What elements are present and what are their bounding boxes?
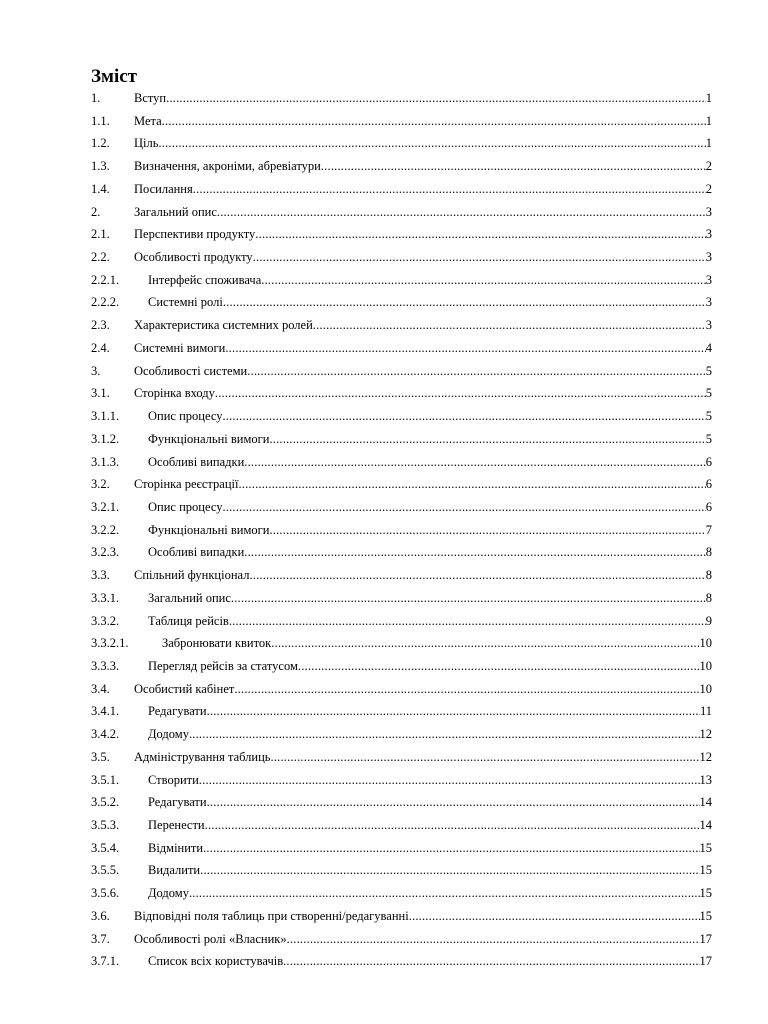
toc-entry[interactable] [91,655,712,678]
toc-dot-leader [321,155,706,178]
toc-entry-label: Характеристика системних ролей [134,318,313,333]
toc-entry[interactable] [91,678,712,701]
toc-entry-label: Список всіх користувачів [148,954,284,969]
toc-dot-leader [222,405,705,428]
toc-entry-label: Ціль [134,136,159,151]
toc-entry-page-number: 10 [699,636,712,651]
toc-dot-leader [409,905,700,928]
toc-dot-leader [253,246,706,269]
toc-entry-page-number: 3 [705,227,712,242]
toc-entry-label: Забронювати квиток [162,636,272,651]
toc-entry[interactable] [91,928,712,951]
toc-entry[interactable] [91,746,712,769]
toc-entry-label: Системні вимоги [134,340,226,355]
toc-entry-number: 2. [91,204,101,219]
toc-entry-label: Додому [148,727,189,742]
toc-entry[interactable] [91,610,712,633]
toc-entry-label: Визначення, акроніми, абревіатури [134,159,321,174]
toc-entry-page-number: 10 [699,658,712,673]
toc-entry-number: 3.5.3. [91,818,120,832]
toc-entry-page-number: 1 [705,113,712,128]
toc-entry-page-number: 15 [699,863,712,878]
toc-entry-label: Додому [148,886,189,901]
toc-entry[interactable] [91,155,712,178]
toc-entry-page-number: 15 [699,886,712,901]
toc-entry[interactable] [91,132,712,155]
toc-entry-number: 3.4. [91,681,110,696]
toc-entry-label: Редагувати [148,795,207,810]
toc-entry-number: 3.3. [91,568,110,583]
toc-entry[interactable] [91,632,712,655]
toc-entry-page-number: 11 [699,704,712,719]
toc-entry-number: 3.7.1. [91,954,120,969]
toc-entry-label: Перспективи продукту [134,227,256,242]
toc-entry-page-number: 12 [699,749,712,764]
toc-entry-page-number: 2 [705,181,712,196]
toc-entry-page-number: 1 [705,91,712,105]
toc-entry-page-number: 3 [705,204,712,219]
toc-dot-leader [249,564,705,587]
toc-entry[interactable] [91,519,712,542]
toc-entry-page-number: 3 [705,295,712,310]
toc-entry[interactable] [91,837,712,860]
toc-entry-page-number: 15 [699,840,712,855]
toc-entry-page-number: 12 [699,727,712,742]
toc-entry-number: 2.3. [91,318,110,333]
toc-dot-leader [217,201,706,224]
toc-entry[interactable] [91,87,712,110]
toc-entry-label: Таблиця рейсів [148,613,229,628]
toc-entry-page-number: 6 [705,477,712,492]
toc-dot-leader [207,791,700,814]
toc-dot-leader [215,382,706,405]
toc-entry-number: 3.3.2. [91,613,120,628]
toc-entry-label: Сторінка реєстрації [134,477,239,492]
toc-entry-number: 2.2. [91,250,110,265]
toc-entry[interactable] [91,473,712,496]
toc-dot-leader [207,700,700,723]
toc-entry[interactable] [91,178,712,201]
toc-entry[interactable] [91,405,712,428]
toc-entry-page-number: 8 [705,590,712,605]
toc-entry[interactable] [91,882,712,905]
toc-entry-label: Посилання [134,181,193,196]
toc-entry-label: Особливості ролі «Власник» [134,931,287,946]
toc-entry-page-number: 3 [705,272,712,287]
toc-entry-page-number: 13 [699,772,712,787]
toc-entry[interactable] [91,541,712,564]
toc-entry-number: 2.2.2. [91,295,120,310]
toc-entry-number: 1. [91,91,101,105]
toc-entry-number: 3.7. [91,931,110,946]
toc-entry-page-number: 15 [699,908,712,923]
toc-dot-leader [313,314,706,337]
toc-entry-number: 2.4. [91,340,110,355]
toc-dot-leader [231,587,706,610]
toc-entry[interactable] [91,496,712,519]
toc-entry-label: Вступ [134,91,167,105]
toc-dot-leader [269,519,705,542]
toc-entry-number: 1.4. [91,181,110,196]
toc-entry[interactable] [91,723,712,746]
toc-entry[interactable] [91,360,712,383]
toc-entry-label: Інтерфейс споживача [148,272,262,287]
toc-entry-number: 1.3. [91,159,110,174]
toc-entry[interactable] [91,246,712,269]
toc-dot-leader [271,746,700,769]
toc-entry-label: Загальний опис [134,204,217,219]
toc-dot-leader [244,541,705,564]
toc-entry-label: Перегляд рейсів за статусом [148,658,298,673]
toc-title: Зміст [91,66,138,87]
toc-entry-label: Адміністрування таблиць [134,749,271,764]
toc-entry-number: 3.2. [91,477,110,492]
toc-entry-number: 1.2. [91,136,110,151]
toc-entry-number: 3.3.1. [91,590,120,605]
toc-entry-number: 3.4.1. [91,704,120,719]
toc-entry[interactable] [91,201,712,224]
toc-entry[interactable] [91,564,712,587]
toc-entry[interactable] [91,791,712,814]
toc-entry-page-number: 14 [699,795,712,810]
toc-entry-label: Сторінка входу [134,386,215,401]
toc-entry-label: Особистий кабінет [134,681,235,696]
toc-dot-leader [287,928,700,951]
toc-entry-page-number: 6 [705,454,712,469]
toc-entry-page-number: 2 [705,159,712,174]
toc-entry[interactable] [91,269,712,292]
toc-dot-leader [193,178,706,201]
toc-entry-label: Функціональні вимоги [148,431,270,446]
toc-entry[interactable] [91,291,712,314]
toc-dot-leader [225,337,705,360]
toc-entry-label: Мета [134,113,162,128]
toc-entry-label: Спільний функціонал [134,568,250,583]
toc-entry-label: Видалити [148,863,201,878]
toc-dot-leader [238,473,705,496]
toc-entry-page-number: 9 [705,613,712,628]
toc-entry[interactable] [91,700,712,723]
toc-entry-label: Особливі випадки [148,454,245,469]
toc-entry[interactable] [91,451,712,474]
toc-dot-leader [222,496,705,519]
toc-dot-leader [229,610,706,633]
toc-entry-number: 3.5.5. [91,863,120,878]
toc-entry-page-number: 5 [705,431,712,446]
toc-entry-label: Перенести [148,818,205,832]
toc-entry-label: Опис процесу [148,499,223,514]
toc-dot-leader [200,859,699,882]
toc-entry-label: Редагувати [148,704,207,719]
toc-dot-leader [223,291,706,314]
toc-entry-label: Створити [148,772,199,787]
toc-entry-number: 3. [91,363,101,378]
toc-entry[interactable] [91,314,712,337]
toc-entry-page-number: 4 [705,340,712,355]
toc-dot-leader [158,132,705,155]
toc-dot-leader [271,632,699,655]
toc-entry[interactable] [91,337,712,360]
toc-dot-leader [283,950,699,973]
toc-entry-page-number: 7 [705,522,712,537]
toc-entry-page-number: 10 [699,681,712,696]
toc-entry-number: 3.2.2. [91,522,120,537]
toc-entry[interactable] [91,950,712,973]
toc-entry-label: Відповідні поля таблиць при створенні/редагуванні [134,908,409,923]
toc-entry-label: Особливі випадки [148,545,245,560]
toc-entry[interactable] [91,859,712,882]
toc-entry-number: 1.1. [91,113,110,128]
toc-dot-leader [199,769,700,792]
toc-entry[interactable] [91,769,712,792]
toc-entry-number: 3.1. [91,386,110,401]
toc-entry-page-number: 1 [705,136,712,151]
toc-dot-leader [234,678,699,701]
toc-entry-page-number: 17 [699,931,712,946]
toc-entry-page-number: 5 [705,409,712,424]
toc-entry[interactable] [91,905,712,928]
toc-entry-number: 3.5.1. [91,772,120,787]
toc-entry-number: 3.2.3. [91,545,120,560]
toc-entry-number: 3.1.2. [91,431,120,446]
toc-entry[interactable] [91,587,712,610]
toc-dot-leader [162,110,706,133]
toc-dot-leader [189,723,700,746]
toc-entry-number: 3.4.2. [91,727,120,742]
toc-entry-label: Особливості системи [134,363,248,378]
toc-entry-number: 3.1.1. [91,409,120,424]
toc-entry-page-number: 8 [705,568,712,583]
toc-entry-number: 3.1.3. [91,454,120,469]
toc-entry[interactable] [91,428,712,451]
toc-entry-number: 2.2.1. [91,272,120,287]
toc-entry-number: 3.3.3. [91,658,120,673]
toc-dot-leader [189,882,700,905]
toc-entry-label: Відмінити [148,840,204,855]
toc-entry[interactable] [91,110,712,133]
toc-entry-page-number: 6 [705,499,712,514]
toc-entry-number: 3.5.6. [91,886,120,901]
toc-entry-page-number: 5 [705,386,712,401]
toc-dot-leader [261,269,706,292]
toc-entry[interactable] [91,814,712,837]
toc-entry-number: 3.6. [91,908,110,923]
toc-dot-leader [166,87,706,110]
toc-entry-label: Опис процесу [148,409,223,424]
toc-dot-leader [269,428,705,451]
toc-entry-label: Функціональні вимоги [148,522,270,537]
toc-entry-number: 3.2.1. [91,499,120,514]
toc-entry-number: 3.5.2. [91,795,120,810]
toc-entry-page-number: 5 [705,363,712,378]
toc-entry[interactable] [91,223,712,246]
toc-entry-number: 2.1. [91,227,110,242]
toc-entry-number: 3.5.4. [91,840,120,855]
toc-entry-number: 3.5. [91,749,110,764]
toc-entry-label: Загальний опис [148,590,231,605]
toc-dot-leader [255,223,705,246]
toc-entry-label: Особливості продукту [134,250,253,265]
toc-entry-page-number: 14 [699,818,712,832]
toc-entry-label: Системні ролі [148,295,223,310]
toc-entry-page-number: 3 [705,250,712,265]
toc-entry-page-number: 8 [705,545,712,560]
toc-entry[interactable] [91,382,712,405]
toc-dot-leader [244,451,705,474]
toc-dot-leader [298,655,700,678]
toc-dot-leader [247,360,706,383]
toc-list [91,87,712,973]
toc-entry-page-number: 3 [705,318,712,333]
toc-dot-leader [203,837,699,860]
toc-entry-page-number: 17 [699,954,712,969]
document-page [91,66,712,969]
toc-entry-number: 3.3.2.1. [91,636,129,651]
toc-dot-leader [205,814,700,837]
